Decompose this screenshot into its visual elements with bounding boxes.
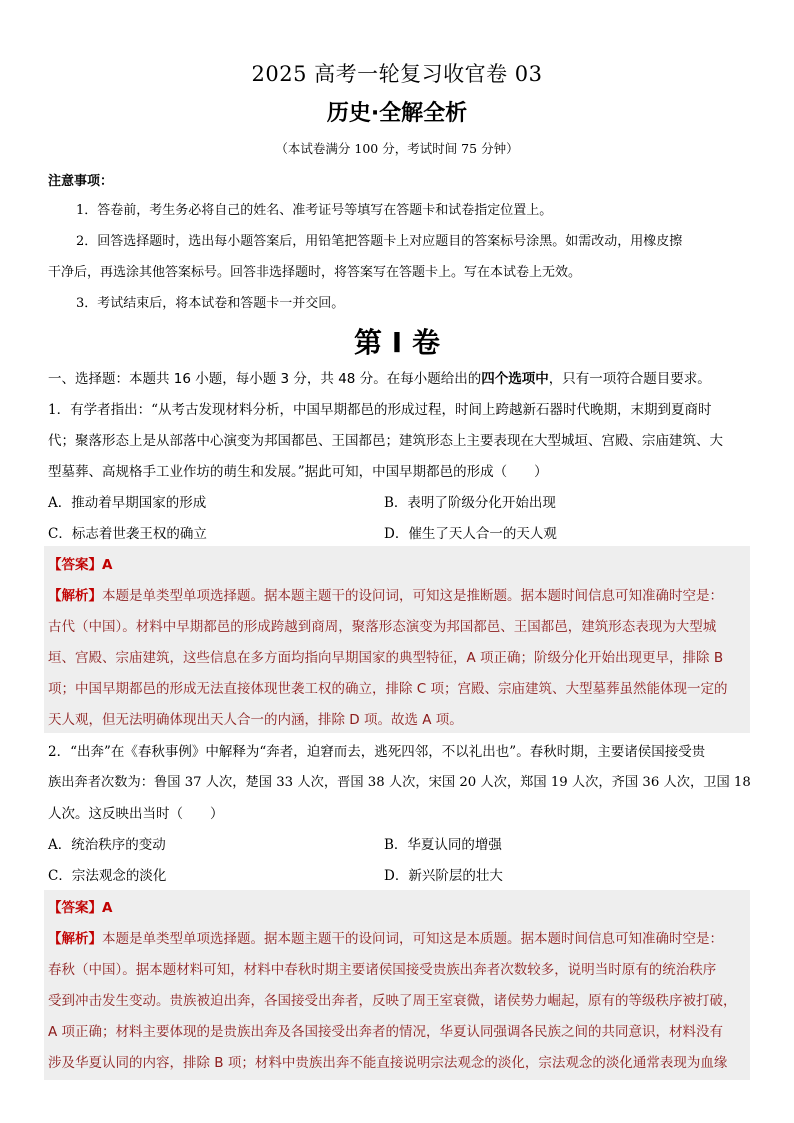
q2-analysis-line: 受到冲击发生变动。贵族被迫出奔，各国接受出奔者，反映了周王室衰微，诸侯势力崛起，原有的等级秩序被打破， — [48, 993, 737, 1009]
q1-analysis-line: 天人观，但无法明确体现出天人合一的内涵，排除 D 项。故选 A 项。 — [48, 712, 463, 728]
q2-analysis-line: A 项正确；材料主要体现的是贵族出奔及各国接受出奔者的情况，华夏认同强调各民族之间的共同意识，材料没有 — [48, 1024, 724, 1040]
notice-title: 注意事项： — [48, 174, 114, 189]
q1-analysis-line — [48, 584, 753, 604]
page-subtitle: 历史·全解全析 — [326, 101, 468, 126]
notice-item: 干净后，再选涂其他答案标号。回答非选择题时，将答案写在答题卡上。写在本试卷上无效。 — [48, 265, 582, 280]
answer-value: A — [102, 900, 113, 916]
q2-analysis-line: 涉及华夏认同的内容，排除 B 项；材料中贵族出奔不能直接说明宗法观念的淡化，宗法观念的淡化通常表现为血缘 — [48, 1055, 728, 1071]
q2-option-c: C．宗法观念的淡化 — [48, 868, 167, 884]
q1-stem-line: 型墓葬、高规格手工业作坊的萌生和发展。”据此可知，中国早期都邑的形成（ ） — [48, 464, 548, 480]
q2-stem-line: 族出奔者次数为：鲁国 37 人次，楚国 33 人次，晋国 38 人次，宋国 20 人次，郑国 19 人次，齐国 36 人次，卫国 18 — [48, 775, 751, 790]
analysis-text: 本题是单类型单项选择题。据本题主题干的设问词，可知这是本质题。据本题时间信息可知准确时空是： — [102, 931, 723, 947]
q2-answer — [48, 896, 753, 916]
q1-analysis-line: 古代（中国）。材料中早期都邑的形成跨越到商周，聚落形态演变为邦国都邑、王国都邑，建筑形态表现为大型城 — [48, 619, 717, 635]
q2-option-a: A．统治秩序的变动 — [48, 837, 166, 853]
q2-stem-line: 人次。这反映出当时（ ） — [48, 806, 224, 822]
q1-stem-line: 1．有学者指出：“从考古发现材料分析，中国早期都邑的形成过程，时间上跨越新石器时代晚期，末期到夏商时 — [48, 402, 712, 418]
q2-option-b: B．华夏认同的增强 — [384, 837, 502, 853]
q2-option-d: D．新兴阶层的壮大 — [384, 868, 503, 884]
q1-option-c: C．标志着世袭王权的确立 — [48, 526, 207, 542]
q2-stem-line: 2．“出奔”在《春秋事例》中解释为“奔者，迫窘而去，逃死四邻，不以礼出也”。春秋时期，主要诸侯国接受贵 — [48, 744, 706, 760]
q1-stem-line: 代；聚落形态上是从部落中心演变为邦国都邑、王国都邑；建筑形态上主要表现在大型城垣、宫殿、宗庙建筑、大 — [48, 433, 723, 449]
analysis-tag: 【解析】 — [48, 931, 102, 947]
notice-list — [48, 195, 748, 319]
q1-analysis-line: 项；中国早期都邑的形成无法直接体现世袭工权的确立，排除 C 项；宫殿、宗庙建筑、大型墓葬虽然能体现一定的 — [48, 681, 728, 697]
section-heading — [48, 367, 753, 387]
q1-option-a: A．推动着早期国家的形成 — [48, 495, 207, 511]
q1-option-b: B．表明了阶级分化开始出现 — [384, 495, 556, 511]
q1-answer-box — [44, 546, 750, 733]
notice-item: 3．考试结束后，将本试卷和答题卡一并交回。 — [76, 296, 345, 311]
q1-option-d: D．催生了天人合一的天人观 — [384, 526, 557, 542]
section-text-pre: 一、选择题：本题共 16 小题，每小题 3 分，共 48 分。在每小题给出的 — [48, 371, 482, 387]
q1-analysis-line: 垣、宫殿、宗庙建筑，这些信息在多方面均指向早期国家的典型特征，A 项正确；阶级分化开始出现更早，排除 B — [48, 650, 724, 666]
q2-analysis-line: 春秋（中国）。据本题材料可知，材料中春秋时期主要诸侯国接受贵族出奔者次数较多，说明当时原有的统治秩序 — [48, 962, 717, 978]
q2-analysis-line — [48, 927, 753, 947]
notice-item: 1．答卷前，考生务必将自己的姓名、准考证号等填写在答题卡和试卷指定位置上。 — [76, 203, 553, 218]
answer-tag: 【答案】 — [48, 557, 102, 573]
volume-heading: 第 I 卷 — [354, 326, 440, 359]
section-text-bold: 四个选项中 — [481, 371, 549, 387]
page-title: 2025 高考一轮复习收官卷 03 — [251, 62, 543, 86]
section-text-post: ，只有一项符合题目要求。 — [548, 371, 711, 387]
q1-answer — [48, 553, 753, 573]
exam-info: （本试卷满分 100 分，考试时间 75 分钟） — [275, 141, 519, 156]
analysis-tag: 【解析】 — [48, 588, 102, 604]
answer-value: A — [102, 557, 113, 573]
answer-tag: 【答案】 — [48, 900, 102, 916]
analysis-text: 本题是单类型单项选择题。据本题主题干的设问词，可知这是推断题。据本题时间信息可知准确时空是： — [102, 588, 723, 604]
notice-item: 2．回答选择题时，选出每小题答案后，用铅笔把答题卡上对应题目的答案标号涂黑。如需改动，用橡皮擦 — [76, 234, 683, 249]
